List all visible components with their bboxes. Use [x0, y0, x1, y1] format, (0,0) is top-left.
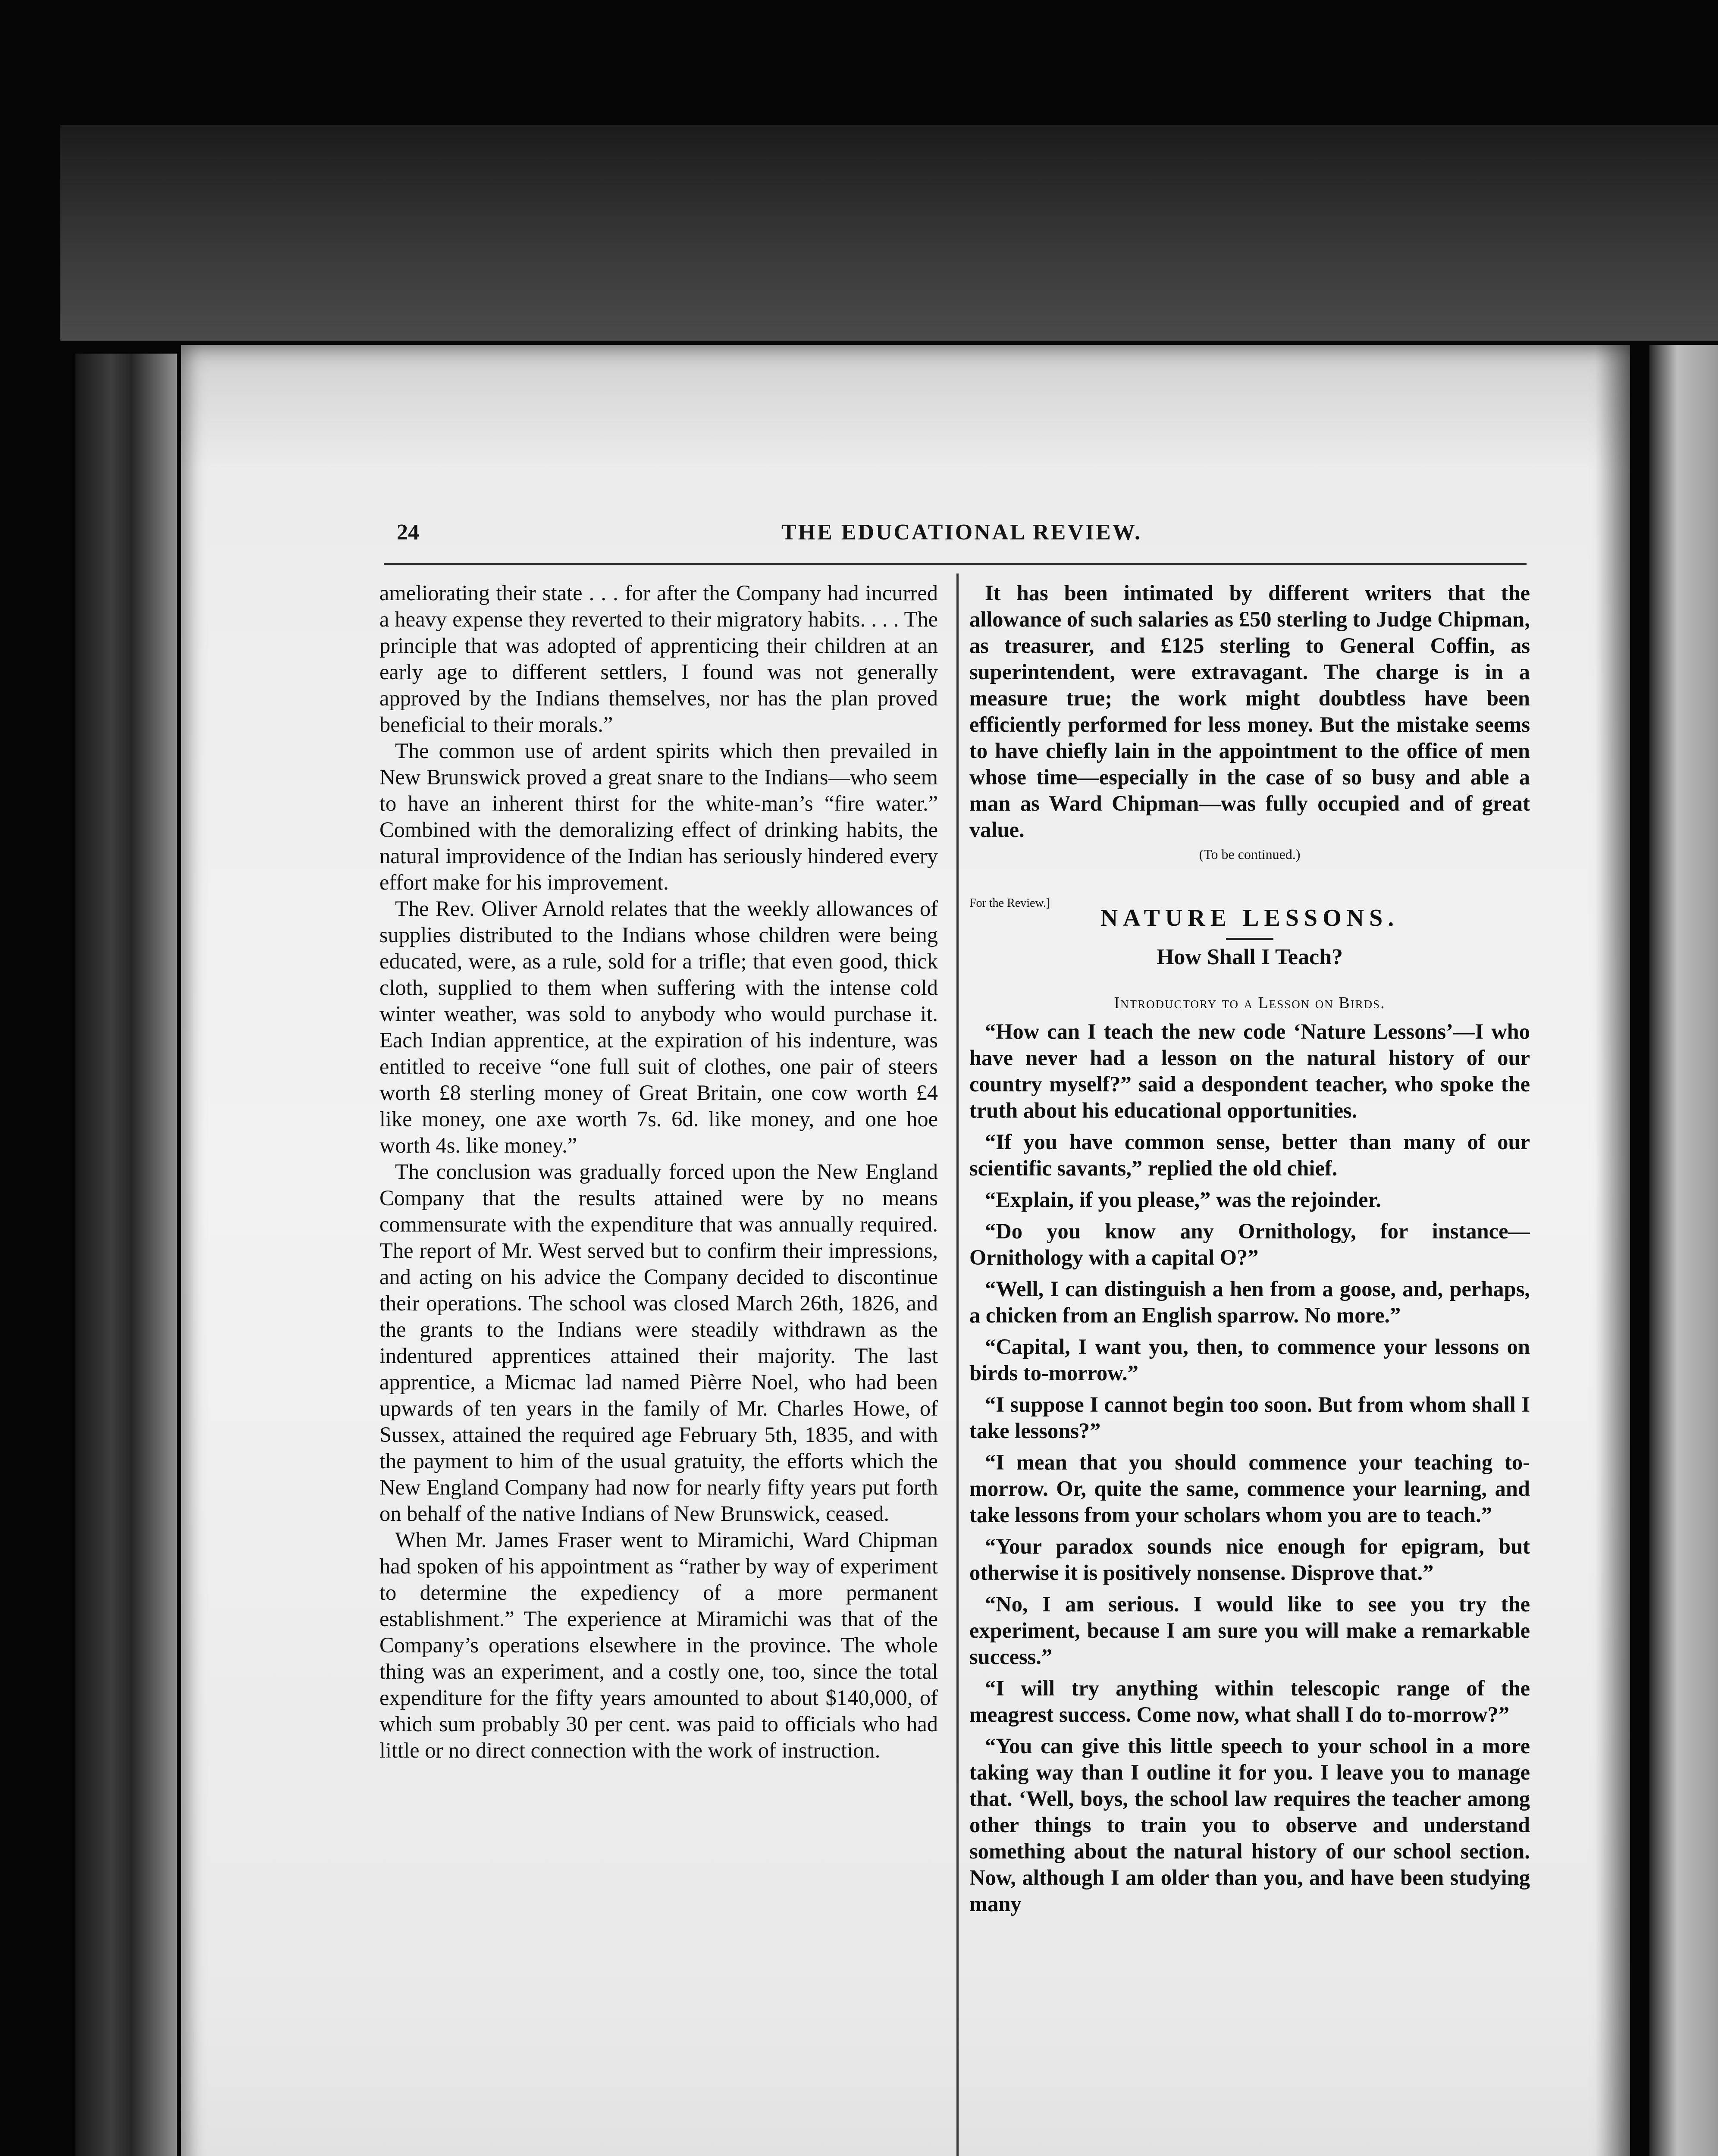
right-paragraph: “Do you know any Ornithology, for instance—Ornithology with a capital O?”	[969, 1219, 1530, 1269]
page-gutter-shadow	[1596, 345, 1630, 2156]
scan-binding-edge	[75, 354, 177, 2156]
header-rule	[384, 563, 1527, 565]
right-paragraph: “I suppose I cannot begin too soon. But from whom shall I take lessons?”	[969, 1392, 1530, 1443]
left-paragraph: The conclusion was gradually forced upon the New England Company that the results attained were by no means commensurate with the expenditure that was annually required. The report of Mr. West served but to confirm their impressions, and acting on his advice the Company decided to discontinue their operations. The school was closed March 26th, 1826, and the grants to the Indians were steadily withdrawn as the indentured apprentices attained their majority. The last apprentice, a Micmac lad named Pièrre Noel, who had been upwards of ten years in the family of Mr. Charles Howe, of Sussex, attained the required age February 5th, 1835, and with the payment to him of the usual gratuity, the efforts which the New England Company had now for nearly fifty years put forth on behalf of the native Indians of New Brunswick, ceased.	[379, 1159, 938, 1526]
right-paragraph: “Well, I can distinguish a hen from a goose, and, perhaps, a chicken from an English sparrow. No more.”	[969, 1277, 1530, 1327]
dialogue-paragraphs	[969, 1018, 1530, 1917]
right-paragraph: “How can I teach the new code ‘Nature Lessons’—I who have never had a lesson on the natural history of our country myself?” said a despondent teacher, who spoke the truth about his educational opportunities.	[969, 1019, 1530, 1122]
right-paragraph: “You can give this little speech to your school in a more taking way than I outline it for you. I leave you to manage that. ‘Well, boys, the school law requires the teacher among other things to train you to observe and understand something about the natural history of our school section. Now, although I am older than you, and have been studying many	[969, 1734, 1530, 1916]
for-review-credit: For the Review.]	[969, 896, 1050, 910]
right-paragraph: “Capital, I want you, then, to commence your lessons on birds to-morrow.”	[969, 1335, 1530, 1385]
left-column	[379, 580, 938, 1764]
left-paragraph: ameliorating their state . . . for after the Company had incurred a heavy expense they reverted to their migratory habits. . . . The principle that was adopted of apprenticing their children at an early age to different settlers, I found was not generally approved by the Indians themselves, nor has the plan proved beneficial to their morals.”	[379, 581, 938, 736]
right-paragraph: “I will try anything within telescopic range of the meagrest success. Come now, what shall I do to-morrow?”	[969, 1676, 1530, 1727]
scan-facing-page-edge	[1649, 345, 1718, 2156]
title-rule	[1226, 938, 1273, 940]
right-opening-paragraph: It has been intimated by different writers that the allowance of such salaries as £50 sterling to Judge Chipman, as treasurer, and £125 sterling to General Coffin, as superintendent, were extravagant. The charge is in a measure true; the work might doubtless have been efficiently performed for less money. But the mistake seems to have chiefly lain in the appointment to the office of men whose time—especially in the case of so busy and able a man as Ward Chipman—was fully occupied and of great value.	[969, 581, 1530, 842]
right-paragraph: “Explain, if you please,” was the rejoinder.	[985, 1188, 1381, 1212]
running-head	[397, 520, 1527, 554]
right-column	[969, 580, 1530, 1922]
right-paragraph: “I mean that you should commence your teaching to-morrow. Or, quite the same, commence your learning, and take lessons from your scholars whom you are to teach.”	[969, 1450, 1530, 1527]
section-title: NATURE LESSONS.	[1100, 905, 1399, 931]
scan-background-top	[60, 125, 1718, 341]
column-divider	[956, 573, 959, 2156]
article-subtitle: How Shall I Teach?	[1156, 945, 1343, 969]
left-paragraph: When Mr. James Fraser went to Miramichi, Ward Chipman had spoken of his appointment as “rather by way of experiment to determine the expediency of a more permanent establishment.” The experience at Miramichi was that of the Company’s operations elsewhere in the province. The whole thing was an experiment, and a costly one, too, since the total expenditure for the fifty years amounted to about $140,000, of which sum probably 30 per cent. was paid to officials who had little or no direct connection with the work of instruction.	[379, 1528, 938, 1762]
page-number: 24	[397, 520, 419, 545]
left-paragraph: The common use of ardent spirits which then prevailed in New Brunswick proved a great snare to the Indians—who seem to have an inherent thirst for the white-man’s “fire water.” Combined with the demoralizing effect of drinking habits, the natural improvidence of the Indian has seriously hindered every effort make for his improvement.	[379, 739, 938, 894]
left-paragraph: The Rev. Oliver Arnold relates that the weekly allowances of supplies distributed to the Indians whose children were being educated, were, as a rule, sold for a trifle; that even good, thick cloth, supplied to them when suffering with the intense cold winter weather, was sold to anybody who would purchase it. Each Indian apprentice, at the expiration of his indenture, was entitled to receive “one full suit of clothes, one pair of steers worth £8 sterling money of Great Britain, one cow worth £4 like money, one axe worth 7s. 6d. like money, and one hoe worth 4s. like money.”	[379, 896, 938, 1157]
right-paragraph: “If you have common sense, better than many of our scientific savants,” replied the old chief.	[969, 1130, 1530, 1180]
journal-title: THE EDUCATIONAL REVIEW.	[781, 520, 1142, 545]
intro-heading: Introductory to a Lesson on Birds.	[1114, 994, 1386, 1012]
right-paragraph: “No, I am serious. I would like to see you try the experiment, because I am sure you will make a remarkable success.”	[969, 1592, 1530, 1669]
right-paragraph: “Your paradox sounds nice enough for epigram, but otherwise it is positively nonsense. Disprove that.”	[969, 1534, 1530, 1585]
to-be-continued-note: (To be continued.)	[1199, 846, 1301, 862]
